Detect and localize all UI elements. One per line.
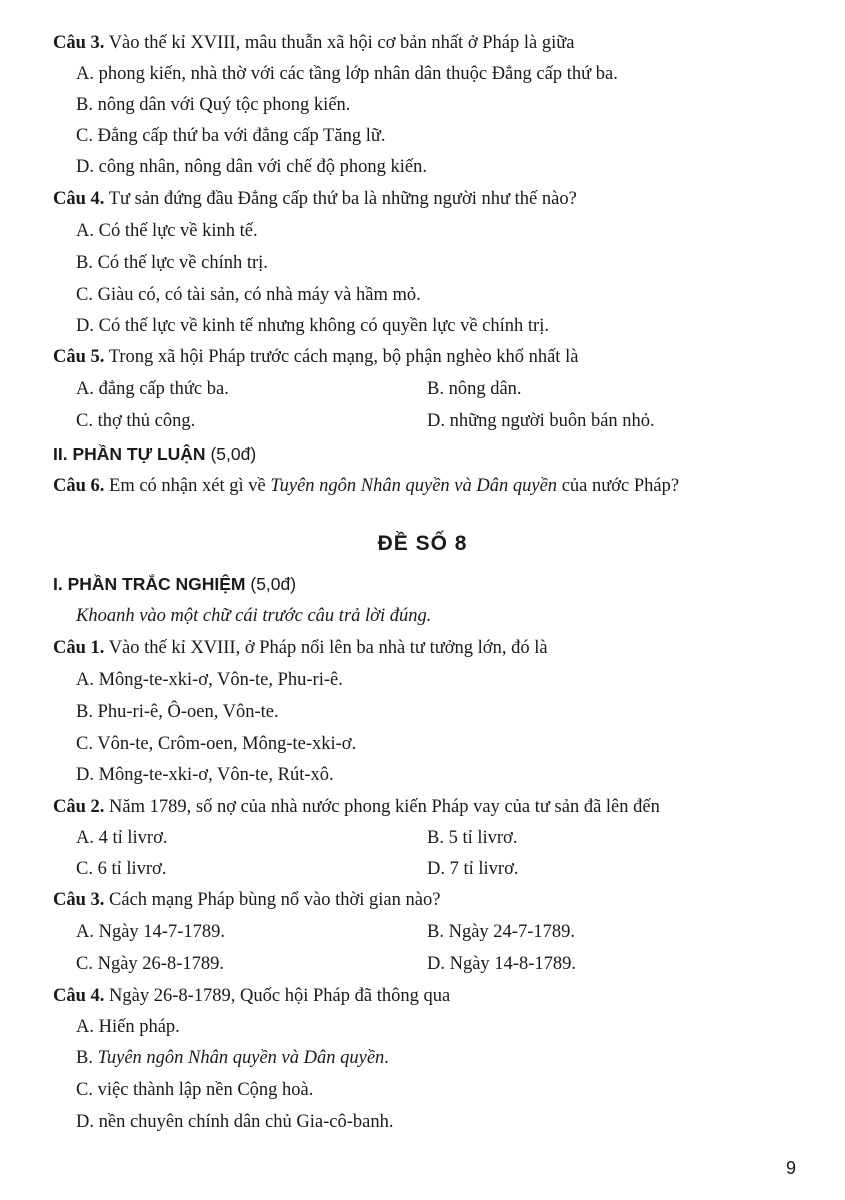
question-text: Ngày 26-8-1789, Quốc hội Pháp đã thông qua bbox=[104, 986, 451, 1006]
question-text: Em có nhận xét gì về bbox=[104, 476, 271, 496]
option-d: D. Mông-te-xki-ơ, Vôn-te, Rút-xô. bbox=[76, 765, 334, 785]
option-c: C. 6 tỉ livrơ. bbox=[76, 859, 167, 879]
section-heading-essay bbox=[53, 442, 256, 466]
question-3 bbox=[53, 888, 440, 912]
section-points: (5,0đ) bbox=[210, 444, 257, 464]
question-4 bbox=[53, 187, 577, 211]
exam-title: ĐỀ SỐ 8 bbox=[377, 532, 468, 555]
option-b: B. Phu-ri-ê, Ô-oen, Vôn-te. bbox=[76, 702, 279, 722]
instruction-text: Khoanh vào một chữ cái trước câu trả lời đúng. bbox=[76, 606, 432, 626]
option-b: B. Ngày 24-7-1789. bbox=[427, 922, 575, 942]
question-text-end: của nước Pháp? bbox=[557, 476, 680, 496]
option-d: D. Ngày 14-8-1789. bbox=[427, 954, 577, 974]
option-a: A. đẳng cấp thức ba. bbox=[76, 379, 229, 399]
option-a: A. Có thế lực về kinh tế. bbox=[76, 221, 258, 241]
question-text: Vào thế kỉ XVIII, mâu thuẫn xã hội cơ bản nhất ở Pháp là giữa bbox=[104, 33, 575, 53]
question-text: Năm 1789, số nợ của nhà nước phong kiến Pháp vay của tư sản đã lên đến bbox=[104, 797, 660, 817]
option-b: B. Có thế lực về chính trị. bbox=[76, 253, 268, 273]
question-number: Câu 6. bbox=[53, 476, 105, 496]
option-c: C. Đẳng cấp thứ ba với đẳng cấp Tăng lữ. bbox=[76, 126, 386, 146]
option-d: D. nền chuyên chính dân chủ Gia-cô-banh. bbox=[76, 1112, 394, 1132]
question-text: Vào thế kỉ XVIII, ở Pháp nổi lên ba nhà tư tưởng lớn, đó là bbox=[104, 638, 548, 658]
option-c: C. Vôn-te, Crôm-oen, Mông-te-xki-ơ. bbox=[76, 734, 357, 754]
option-b bbox=[76, 1046, 389, 1070]
question-1 bbox=[53, 636, 548, 660]
question-number: Câu 1. bbox=[53, 638, 105, 658]
section-label: I. PHẦN TRẮC NGHIỆM bbox=[53, 574, 246, 594]
question-number: Câu 5. bbox=[53, 347, 105, 367]
question-6 bbox=[53, 474, 679, 498]
option-end: . bbox=[384, 1048, 389, 1068]
option-a: A. Ngày 14-7-1789. bbox=[76, 922, 226, 942]
question-number: Câu 4. bbox=[53, 986, 105, 1006]
question-2 bbox=[53, 795, 660, 819]
option-c: C. việc thành lập nền Cộng hoà. bbox=[76, 1080, 314, 1100]
question-4 bbox=[53, 984, 450, 1008]
option-a: A. 4 tỉ livrơ. bbox=[76, 828, 168, 848]
document-title-italic: Tuyên ngôn Nhân quyền và Dân quyền bbox=[270, 476, 558, 496]
option-c: C. thợ thủ công. bbox=[76, 411, 196, 431]
question-text: Trong xã hội Pháp trước cách mạng, bộ phận nghèo khổ nhất là bbox=[104, 347, 579, 367]
question-text: Cách mạng Pháp bùng nổ vào thời gian nào? bbox=[104, 890, 441, 910]
question-number: Câu 2. bbox=[53, 797, 105, 817]
question-number: Câu 3. bbox=[53, 33, 105, 53]
option-a: A. phong kiến, nhà thờ với các tầng lớp nhân dân thuộc Đẳng cấp thứ ba. bbox=[76, 64, 618, 84]
section-heading-multiple-choice bbox=[53, 572, 296, 596]
option-d: D. những người buôn bán nhỏ. bbox=[427, 411, 655, 431]
question-number: Câu 3. bbox=[53, 890, 105, 910]
question-5 bbox=[53, 345, 578, 369]
section-points: (5,0đ) bbox=[250, 574, 297, 594]
option-letter: B. bbox=[76, 1048, 98, 1068]
option-b: B. nông dân với Quý tộc phong kiến. bbox=[76, 95, 351, 115]
option-a: A. Hiến pháp. bbox=[76, 1017, 180, 1037]
option-d: D. công nhân, nông dân với chế độ phong kiến. bbox=[76, 157, 427, 177]
question-3 bbox=[53, 31, 574, 55]
page-number: 9 bbox=[786, 1158, 797, 1178]
document-title-italic: Tuyên ngôn Nhân quyền và Dân quyền bbox=[97, 1048, 385, 1068]
option-b: B. nông dân. bbox=[427, 379, 522, 399]
option-b: B. 5 tỉ livrơ. bbox=[427, 828, 518, 848]
option-c: C. Giàu có, có tài sản, có nhà máy và hầm mỏ. bbox=[76, 285, 421, 305]
section-label: II. PHẦN TỰ LUẬN bbox=[53, 444, 206, 464]
option-d: D. 7 tỉ livrơ. bbox=[427, 859, 519, 879]
option-c: C. Ngày 26-8-1789. bbox=[76, 954, 224, 974]
option-d: D. Có thế lực về kinh tế nhưng không có quyền lực về chính trị. bbox=[76, 316, 549, 336]
question-number: Câu 4. bbox=[53, 189, 105, 209]
option-a: A. Mông-te-xki-ơ, Vôn-te, Phu-ri-ê. bbox=[76, 670, 343, 690]
question-text: Tư sản đứng đầu Đẳng cấp thứ ba là những người như thế nào? bbox=[104, 189, 577, 209]
